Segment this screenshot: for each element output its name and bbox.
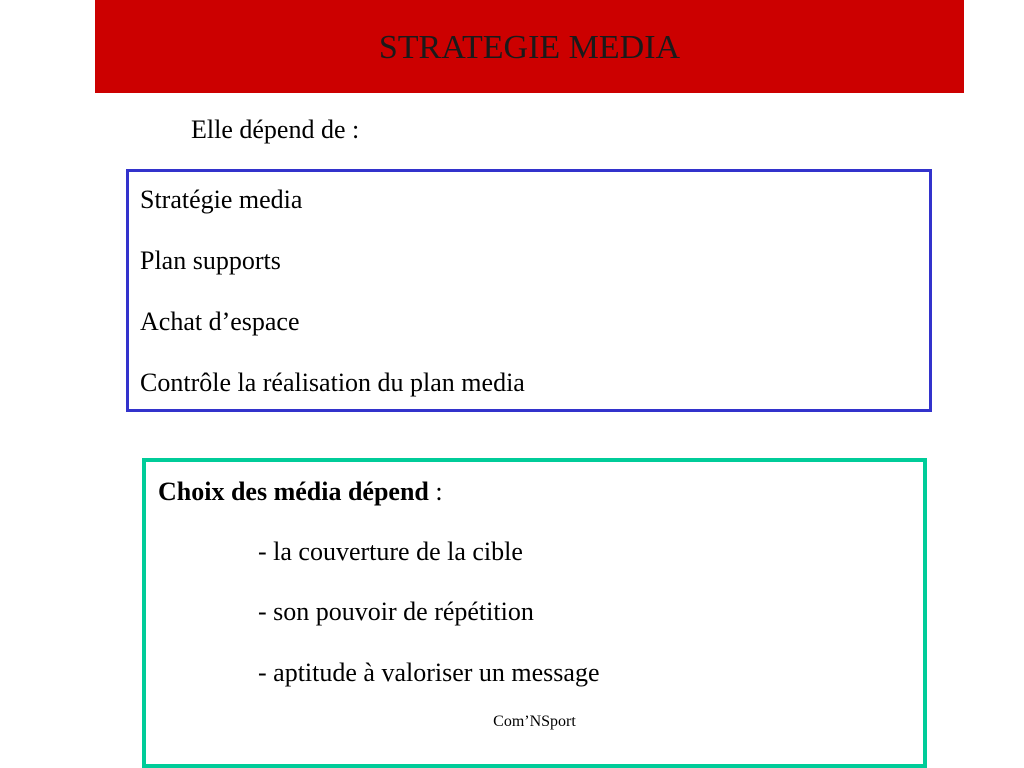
media-choice-heading [158, 476, 443, 508]
media-choice-heading-colon: : [428, 477, 443, 506]
list-item: Contrôle la réalisation du plan media [140, 368, 525, 397]
title-banner [95, 0, 964, 93]
list-item: Achat d’espace [140, 307, 300, 336]
media-choice-box [142, 458, 927, 768]
list-item: Stratégie media [140, 185, 303, 214]
dependencies-box [126, 169, 932, 412]
media-choice-heading-bold: Choix des média dépend [158, 477, 429, 506]
list-item: - aptitude à valoriser un message [258, 658, 600, 687]
slide-title: STRATEGIE MEDIA [378, 29, 681, 66]
list-item: - son pouvoir de répétition [258, 597, 534, 626]
list-item: Plan supports [140, 246, 281, 275]
list-item: - la couverture de la cible [258, 537, 523, 566]
footer-brand: Com’NSport [493, 713, 576, 730]
intro-text: Elle dépend de : [191, 115, 360, 144]
